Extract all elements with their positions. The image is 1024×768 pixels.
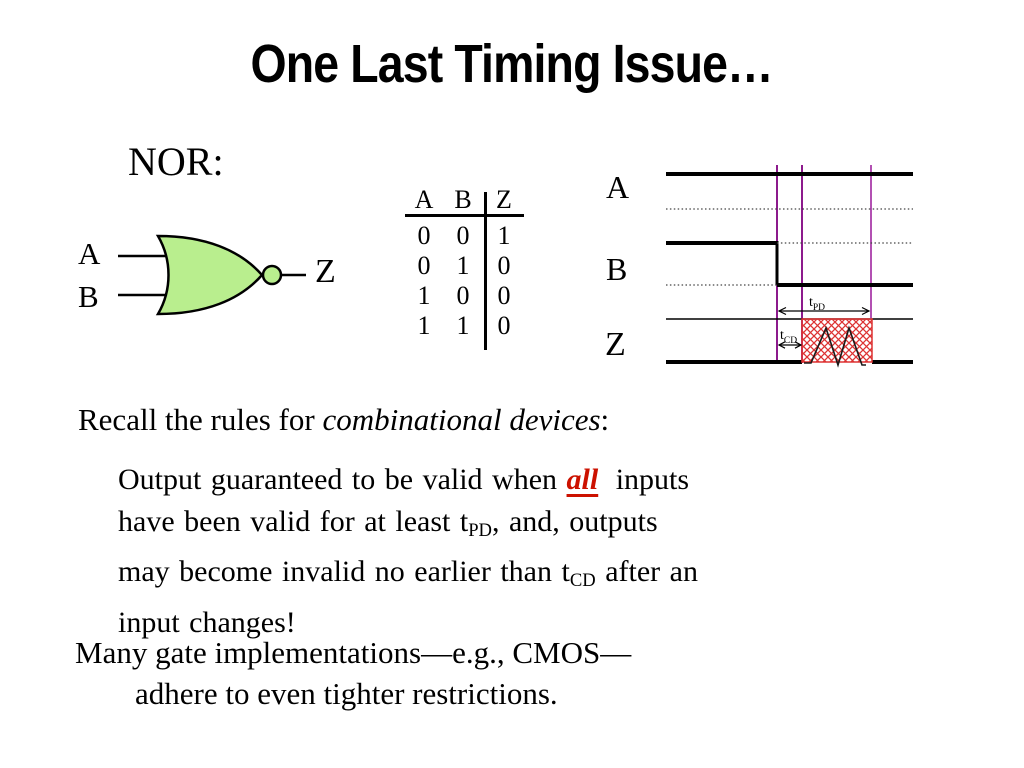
- truth-table-header: [403, 185, 528, 214]
- truth-table-header-rule: [405, 214, 524, 217]
- cmos-line-1: Many gate implementations—e.g., CMOS—: [75, 635, 632, 670]
- truth-table: [403, 185, 528, 350]
- table-row: 0 1 0: [417, 251, 511, 280]
- gate-output-z-label: Z: [315, 253, 336, 290]
- table-row: 1 1 0: [417, 311, 511, 340]
- gate-inversion-bubble: [263, 266, 281, 284]
- timing-diagram: [590, 140, 1024, 380]
- cmos-line-2: adhere to even tighter restrictions.: [135, 676, 558, 711]
- timing-signal-a-label: A: [606, 169, 630, 205]
- table-row: 1 0 0: [417, 281, 511, 310]
- nor-heading: NOR:: [128, 139, 224, 184]
- slide-title: One Last Timing Issue…: [250, 34, 774, 94]
- tpd-subscript: PD: [468, 519, 492, 541]
- table-row: 0 0 1: [417, 221, 511, 250]
- rule-line-1: Output guaranteed to be valid when all inputs: [118, 463, 690, 496]
- recall-rules-line: Recall the rules for combinational devices:: [78, 402, 610, 437]
- rule-line-3: may become invalid no earlier than $t_{CD}$ after an: [118, 555, 698, 591]
- header-a: A: [414, 185, 434, 214]
- timing-signal-b-label: B: [606, 251, 628, 287]
- invalid-output-hatch-region: [802, 319, 872, 362]
- tpd-label: $t_{PD}$: [809, 295, 826, 313]
- rules-paragraph: [118, 459, 938, 643]
- rule-line-2: have been valid for at least $t_{PD}$, and, outputs: [118, 504, 658, 541]
- tcd-subscript: CD: [569, 570, 596, 591]
- header-b: B: [454, 185, 472, 214]
- tcd-label: $t_{CD}$: [780, 328, 798, 346]
- gate-input-b-label: B: [78, 279, 99, 314]
- nor-gate-diagram: [65, 225, 350, 330]
- combinational-devices-italic: combinational devices: [322, 402, 601, 437]
- timing-signal-z-label: Z: [605, 326, 626, 363]
- gate-body: [158, 236, 262, 314]
- header-z: Z: [496, 185, 512, 214]
- gate-input-a-label: A: [78, 236, 101, 271]
- rule-line-4: input changes!: [118, 605, 296, 639]
- all-highlight: all: [566, 463, 599, 496]
